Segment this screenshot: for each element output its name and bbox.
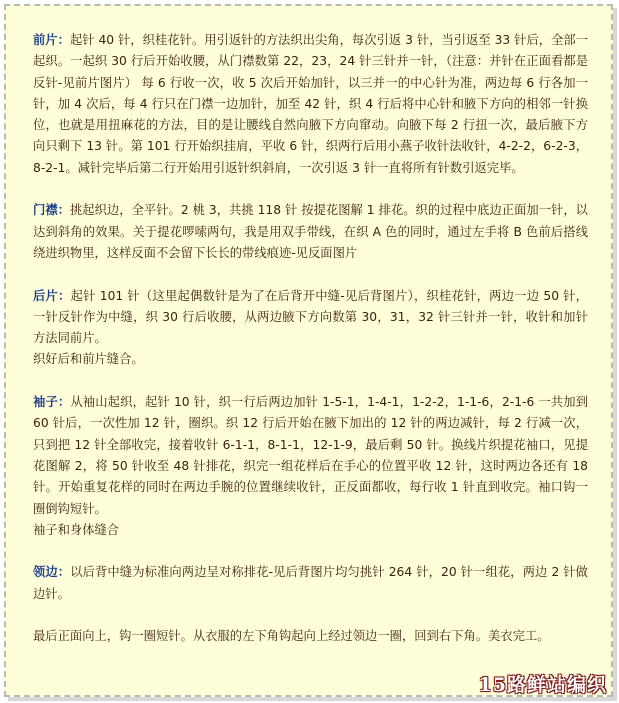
section-sleeve-note: 袖子和身体缝合 — [33, 522, 120, 537]
section-text: 起针 40 针，织桂花针。用引返针的方法织出尖角，每次引返 3 针，当引返至 33 针后，全部一起织。一起织 30 行后开始收腰，从门襟数第 22，23，24 针三针并一针，（注意：并针在正面看都是反针-见前片图片） 每 6 行收一次，收 5 次后开始加针，以三并一的中心针为准，两边每 6 行各加一针，加 4 次后，每 4 行只在门襟一边加针，加至 42 针，织 4 行后将中心针和腋下方向的相邻一针换位，也就是用扭麻花的方法，目的是让腰线自然向腋下方向窜动。向腋下每 2 行扭一次，最后腋下方向只剩下 13 针。第 101 行开始织挂肩，平收 6 针，织两行后用小燕子收针法收针，4-2-2，6-2-3， 8-2-1。减针完毕后第二行开始用引返针织斜肩，一次引返 3 针一直将所有针数引返完毕。 — [33, 33, 588, 175]
section-neckline — [33, 562, 588, 605]
section-back-note: 织好后和前片缝合。 — [33, 352, 144, 367]
section-sleeve — [33, 392, 588, 520]
section-heading: 前片： — [33, 33, 70, 47]
section-text: 最后正面向上，钩一圈短针。从衣服的左下角钩起向上经过领边一圈，回到右下角。美衣完工。 — [33, 629, 550, 644]
section-text: 挑起织边，全平针。2 桃 3，共挑 118 针 按提花图解 1 排花。织的过程中底边正面加一针，以达到斜角的效果。关于提花啰嗦两句，我是用双手带线，在织 A 色的同时，通过左手将 B 色前后搭线绕进织物里，这样反面不会留下长长的带线痕迹-见反面图片 — [33, 203, 588, 260]
section-heading: 领边： — [33, 565, 71, 580]
section-text: 从袖山起织，起针 10 针，织一行后两边加针 1-5-1，1-4-1，1-2-2，1-1-6，2-1-6 一共加到 60 针后，一次性加 12 针，圈织。织 12 行后开始在腋下加出的 12 针的两边减针，每 2 行减一次，只到把 12 针全部收完，接着收针 6-1-1，8-1-1，12-1-9，最后剩 50 针。换线片织提花袖口，见提花图解 2，将 50 针收至 48 针排花，织完一组花样后在手心的位置平收 12 针，这时两边各还有 18 针。开始重复花样的同时在两边手腕的位置继续收针，正反面都收，每行收 1 针直到收完。袖口钩一圈倒钩短针。 — [33, 395, 588, 516]
section-text: 以后背中缝为标准向两边呈对称排花-见后背图片均匀挑针 264 针，20 针一组花，两边 2 针做边针。 — [33, 565, 588, 601]
section-placket — [33, 200, 588, 264]
section-front-piece — [33, 30, 588, 179]
section-heading: 后片： — [33, 288, 71, 303]
section-finish — [33, 626, 588, 647]
section-heading: 门襟： — [33, 203, 70, 218]
section-heading: 袖子： — [33, 395, 71, 410]
watermark-logo: 15路鲜站编织 — [478, 674, 607, 696]
article-body — [33, 30, 588, 648]
section-text: 起针 101 针（这里起偶数针是为了在后背开中缝-见后背图片），织桂花针，两边一边 50 针，一针反针作为中缝，织 30 行后收腰，从两边腋下方向数第 30，31，32 针三针并一针，收针和加针方法同前片。 — [33, 288, 588, 346]
section-back-piece — [33, 286, 588, 350]
